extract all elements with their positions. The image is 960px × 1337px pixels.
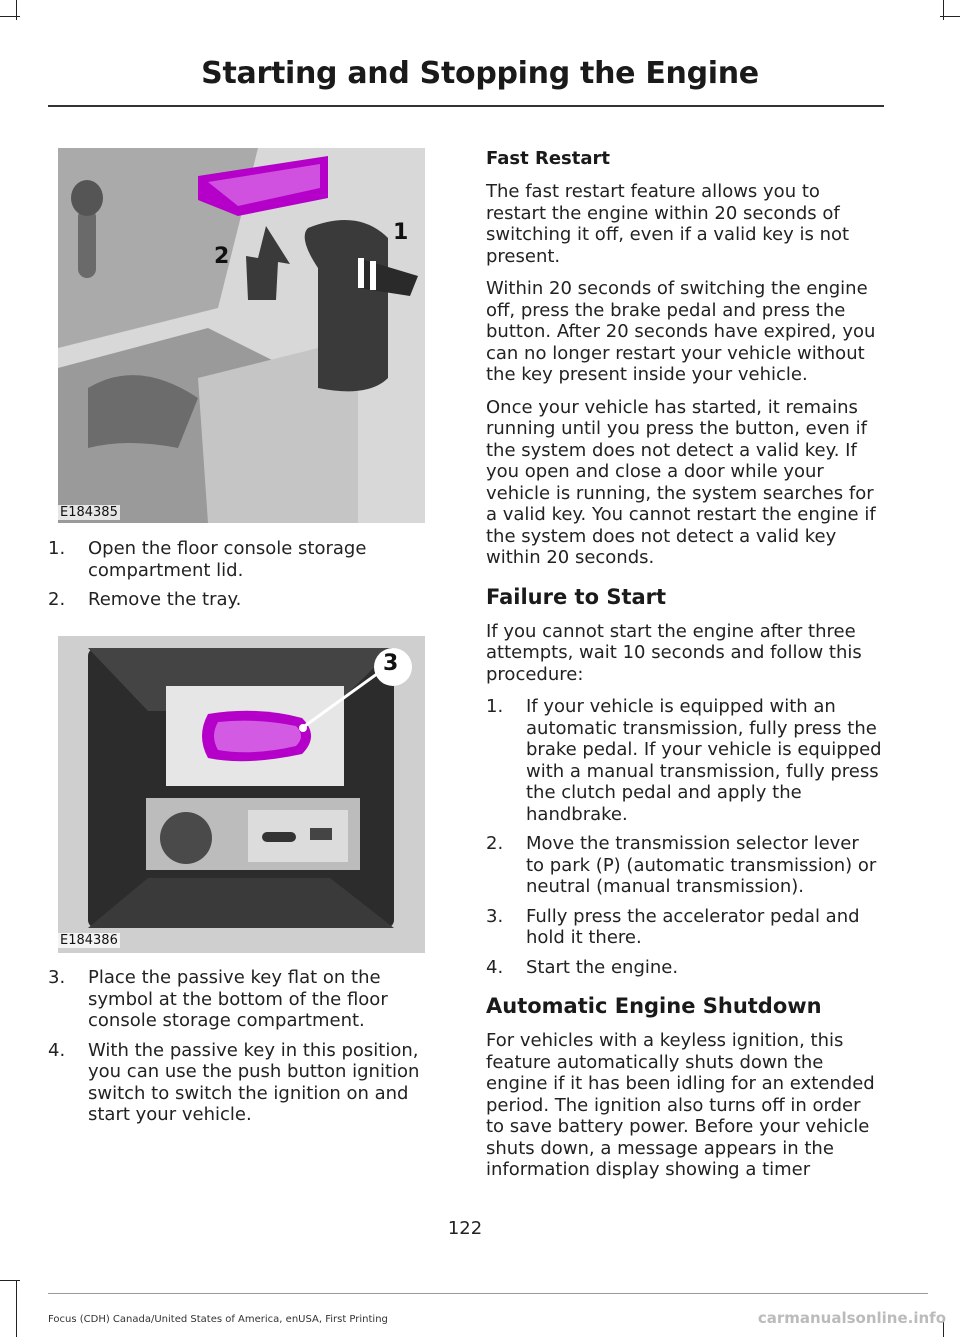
crop-mark-bottom-left-h [0, 1280, 20, 1281]
list-item: 4. Start the engine. [486, 956, 679, 978]
list-item: 3. Place the passive key flat on the symbol at the bottom of the floor console storage compartment. [48, 967, 388, 1031]
figure-code: E184385 [60, 505, 118, 520]
callout-3: 3 [383, 651, 399, 676]
passive-key-illustration [58, 636, 425, 953]
watermark: carmanualsonline.info [757, 1309, 946, 1327]
callout-2: 2 [214, 244, 230, 269]
left-column-steps-a [48, 538, 438, 619]
figure-console-tray [58, 148, 425, 523]
paragraph: If you cannot start the engine after three attempts, wait 10 seconds and follow this procedure: [486, 620, 862, 685]
paragraph: Once your vehicle has started, it remains running until you press the button, even if the system does not detect a valid key. If you open and close a door while your vehicle is running, the system searches for a valid key. You cannot restart the engine if the system does not detect a valid key within 20 seconds. [486, 396, 876, 568]
header-rule [48, 105, 884, 107]
paragraph: Within 20 seconds of switching the engine off, press the brake pedal and press the button. After 20 seconds have expired, you can no longer restart your vehicle without the key present inside your vehicle. [486, 278, 876, 385]
steps-list-b [48, 967, 438, 1126]
list-item: 4. With the passive key in this position, you can use the push button ignition switch to switch the ignition on and start your vehicle. [48, 1039, 420, 1125]
list-item: 1. Open the floor console storage compartment lid. [48, 538, 367, 581]
left-column-steps-b [48, 967, 438, 1134]
crop-mark-top-left-h [0, 16, 20, 17]
section-heading-fast-restart: Fast Restart [486, 148, 610, 169]
list-item: 1. If your vehicle is equipped with an automatic transmission, fully press the brake pedal. If your vehicle is equipped with a manual transmission, fully press the clutch pedal and apply the handbrake. [486, 696, 882, 825]
crop-mark-top-right-h [940, 16, 960, 17]
figure-passive-key [58, 636, 425, 953]
footer-rule [48, 1293, 928, 1294]
list-item: 3. Fully press the accelerator pedal and hold it there. [486, 905, 860, 948]
list-item: 2. Remove the tray. [48, 589, 242, 610]
steps-list-a [48, 538, 438, 611]
section-heading-failure-to-start: Failure to Start [486, 584, 667, 609]
right-column [486, 148, 882, 1192]
console-tray-illustration [58, 148, 425, 523]
crop-mark-top-right [943, 0, 944, 20]
callout-1: 1 [393, 220, 409, 245]
crop-mark-bottom-left [16, 1280, 17, 1337]
page-title: Starting and Stopping the Engine [201, 56, 759, 91]
publication-info: Focus (CDH) Canada/United States of America, enUSA, First Printing [48, 1314, 388, 1325]
paragraph: For vehicles with a keyless ignition, this feature automatically shuts down the engine if it has been idling for an extended period. The ignition also turns off in order to save battery power. Before your vehicle shuts down, a message appears in the information display showing a timer [486, 1030, 875, 1180]
section-heading-auto-shutdown: Automatic Engine Shutdown [486, 994, 822, 1018]
crop-mark-top-left [16, 0, 17, 20]
failure-steps-list [486, 696, 882, 978]
paragraph: The fast restart feature allows you to restart the engine within 20 seconds of switching it off, even if a valid key is not present. [486, 181, 850, 267]
list-item: 2. Move the transmission selector lever to park (P) (automatic transmission) or neutral (manual transmission). [486, 833, 877, 897]
figure-code: E184386 [60, 933, 118, 948]
page-number: 122 [447, 1218, 483, 1239]
